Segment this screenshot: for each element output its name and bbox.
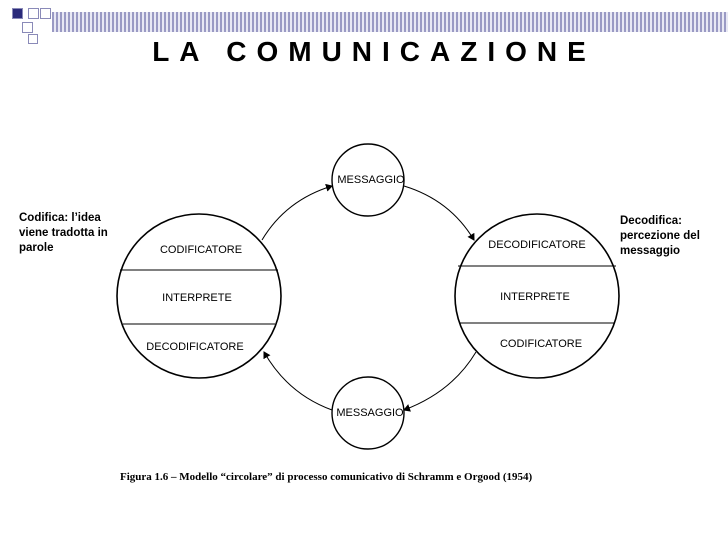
- right-communicator-circle: [455, 214, 619, 378]
- left-encoder-label: CODIFICATORE: [159, 244, 243, 256]
- arrow-right-to-bottom: [404, 352, 476, 410]
- right-interpreter-label: INTERPRETE: [500, 291, 570, 303]
- arrow-bottom-to-left: [264, 352, 332, 410]
- slide-title: LA COMUNICAZIONE: [152, 36, 596, 67]
- left-decoder-label: DECODIFICATORE: [146, 341, 244, 353]
- decoding-note: Decodifica: percezione del messaggio: [620, 215, 700, 257]
- right-decoder-label: DECODIFICATORE: [488, 239, 586, 251]
- arrow-top-to-right: [404, 186, 474, 240]
- message-label-top: MESSAGGIO: [337, 174, 405, 186]
- left-communicator-circle: [117, 214, 281, 378]
- arrow-left-to-top: [262, 186, 332, 240]
- figure-caption: Figura 1.6 – Modello “circolare” di processo comunicativo di Schramm e Orgood (1954): [120, 471, 533, 483]
- encoding-note: Codifica: l’idea viene tradotta in parole: [19, 212, 108, 254]
- left-interpreter-label: INTERPRETE: [162, 292, 232, 304]
- right-encoder-label: CODIFICATORE: [499, 338, 583, 350]
- message-label-bottom: MESSAGGIO: [336, 407, 404, 419]
